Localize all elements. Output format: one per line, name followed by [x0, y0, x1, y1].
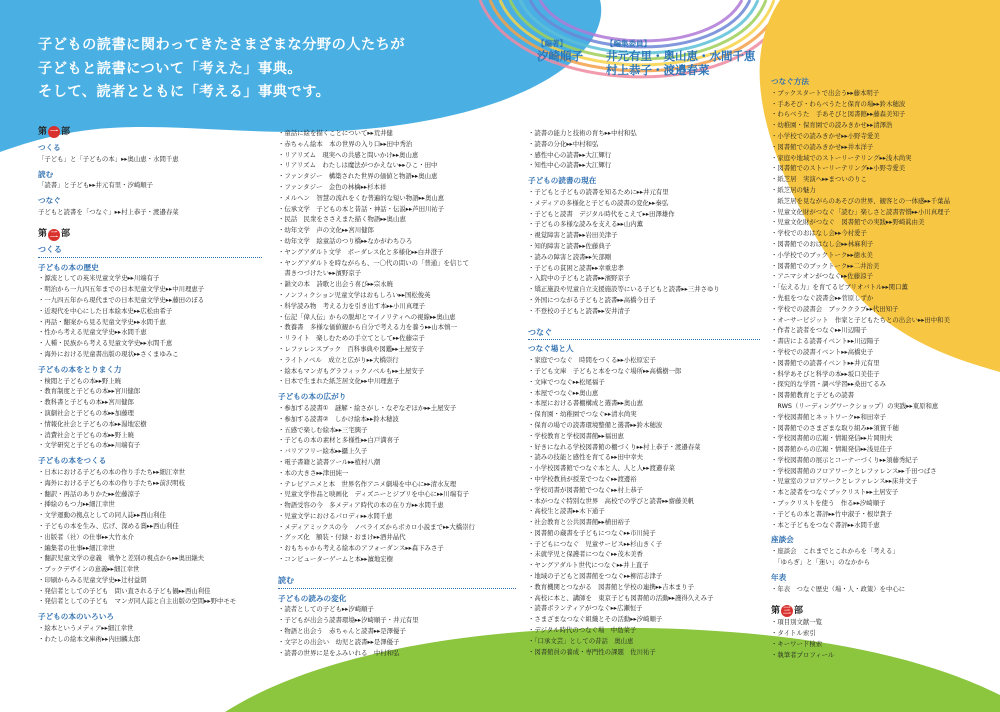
toc-entry: ・近現代を中心にした日本絵本史▸▸広松由希子 [38, 306, 173, 315]
toc-entry: ・ヤングアダルト世代につなぐ▸▸井上直子 [528, 561, 649, 570]
toc-entry: ・読書の分化▸▸中村和弘 [528, 139, 599, 148]
toc-entry: ・童話に絵を描くことについて▸▸荒井健 [278, 129, 393, 137]
toc-entry: ・メルヘン 智慧の流れをくむ普遍的な短い物語▸▸奥山恵 [278, 193, 445, 202]
toc-entry: ・伝記「偉人伝」からの脱却とマイノリティへの視線▸▸奥山恵 [278, 312, 456, 321]
toc-entry: ・図書館でのブックトーク▸▸二井治美 [771, 261, 880, 270]
toc-entry: ・社会教育と公共図書館▸▸横田裕子 [528, 518, 631, 527]
toc-entry: ・学校図書館とネットワーク▸▸和田幸子 [771, 412, 887, 421]
intro-line: 子どもの読書に関わってきたさまざまな分野の人たちが [38, 37, 406, 53]
toc-entry: ・キーワード検索 [771, 640, 823, 649]
toc-entry: ・保育の場での読書環境整備と選書▸▸鈴木穂波 [528, 420, 663, 429]
toc-entry: ・一九四五年から現代までの日本児童文学史▸▸藤田のぼる [38, 295, 205, 304]
toc-entry: ・検閲と子どもの本▸▸野上暁 [38, 376, 122, 385]
toc-entry: ・教育機関とつながる 図書館と学校の連携▸▸吉本まり子 [528, 582, 695, 591]
toc-entry: ・海外における児童書出版の現状▸▸さくまゆみこ [38, 349, 179, 358]
toc-entry: ・入院中の子どもと読書▸▸濱野京子 [528, 274, 631, 283]
editors-tag: 【編集委員】 [606, 39, 651, 48]
toc-column-2 [278, 128, 516, 658]
toc-entry: ・児童文化財がつなぐ 図書館での実践▸▸野崎眞由美 [771, 218, 925, 227]
toc-entry: ・民話 民衆をささえまた描く物語▸▸奥山恵 [278, 215, 406, 224]
toc-entry: ・ブックリストを使う 作る▸▸汐崎順子 [771, 499, 886, 508]
toc-entry: ・手あそび・わらべうたと保育の場▸▸鈴木穂波 [771, 99, 906, 108]
part-prefix: 第 [771, 606, 781, 617]
toc-entry: ・知性中心の読書▸▸大江輝行 [528, 161, 612, 170]
toc-entry: ・発信者としての子ども マンガ同人誌と自主出版の空間▸▸野中モモ [38, 597, 237, 606]
toc-entry: ・地域の子どもと図書館をつなぐ▸▸柳沼志津子 [528, 572, 663, 581]
supervisor-block [537, 38, 583, 63]
toc-column-4 [771, 72, 993, 661]
toc-entry: ・海外における子どもの本の作り手たち▸▸前沢明枝 [38, 478, 186, 487]
toc-entry: ・知的障害と読書▸▸佐藤典子 [528, 241, 612, 250]
toc-entry: ・翻訳児童文学の意義 戦争と差別の視点から▸▸奥田継夫 [38, 554, 205, 563]
subsection-heading: つなぐ場と人 [528, 344, 574, 354]
toc-entry: 紙芝居を見ながらのあそびの世界、観客との一体感▸▸千葉晶 [771, 196, 950, 205]
supervisor-tag: 【編著】 [537, 39, 567, 48]
toc-entry: ・年表 つなぐ歴史（場・人・政策）を中心に [771, 584, 906, 593]
toc-entry: ・性から考える児童文学史▸▸水間千恵 [38, 328, 147, 337]
toc-entry: 「ゆらぎ」と「迷い」のなかから [771, 558, 871, 567]
toc-entry: ・翻訳・再話のありかた▸▸佐藤涼子 [38, 489, 141, 498]
subsection-heading: 座談会 [771, 535, 794, 545]
part-number-badge: 二 [50, 229, 59, 239]
toc-entry: ・好きになれる学校図書館の棚づくり▸▸村上恭子・渡邉春菜 [528, 442, 701, 451]
toc-entry: ・高校に本と、講師を 東京子ども図書館の活動▸▸護得久えみ子 [528, 593, 714, 602]
toc-entry: ・ヤングアダルトを時ながらも、一〇代の問いの「普通」を信じて [278, 258, 470, 267]
subsection-heading: 子どもの読書の現在 [528, 176, 597, 186]
toc-entry: ・読みの技能と感性を育てる▸▸田中幸夫 [528, 453, 644, 462]
toc-entry: ・保育園・幼稚園でつなぐ▸▸清水尚実 [528, 410, 637, 419]
toc-entry: ・文庫でつなぐ▸▸松尾福子 [528, 377, 605, 386]
toc-entry: ・明治から一九四五年までの日本児童文学史▸▸中川理恵子 [38, 285, 205, 294]
part-heading [38, 229, 262, 241]
subsection-heading: 子どもの本の広がり [278, 392, 347, 402]
toc-entry: ・消費社会と子どもの本▸▸野上暁 [38, 430, 134, 439]
toc-entry: ・リアリズム 現実への共感と問いかけ▸▸奥山恵 [278, 150, 419, 159]
toc-entry: ・高校生と読書▸▸木下通子 [528, 507, 605, 516]
toc-entry: ・紙芝居 実演へ▸▸まついのりこ [771, 175, 867, 184]
toc-entry: ・家庭や地域でのストーリーテリング▸▸浅木尚実 [771, 153, 912, 162]
toc-entry: ・源流としての英米児童文学史▸▸川端有子 [38, 274, 160, 283]
toc-entry: ・児童文学におけるパロディ▸▸水間千恵 [278, 511, 393, 520]
toc-entry: ・本がつなぐ特別な世界 高校での学びと読書▸▸齋藤美帆 [528, 496, 695, 505]
toc-entry: ・科学あそびと科学の本▸▸坂口美佳子 [771, 369, 880, 378]
toc-entry: ・アニマシオンがつなぐ▸▸佐藤涼子 [771, 272, 873, 281]
toc-entry: ・日本で生まれた紙芝居文化▸▸中川理恵子 [278, 377, 400, 386]
toc-entry: 書きつづけたい▸▸濱野京子 [278, 269, 362, 278]
toc-entry: ・挿絵のもつ力▸▸細江幸世 [38, 500, 115, 509]
toc-entry: ・参加する読書② しかけ絵本▸▸鈴木穂波 [278, 414, 399, 423]
toc-entry: ・バリアフリー絵本▸▸攝上久子 [278, 447, 368, 456]
toc-entry: ・図書館での読みきかせ▸▸井本洋子 [771, 142, 874, 151]
subsection-heading: 子どもの本をとりまく力 [38, 364, 122, 374]
toc-entry: ・子どもにつなぐ 児童サービス▸▸杉山きく子 [528, 539, 663, 548]
toc-entry: ・人種・民族から考える児童文学史▸▸水間千恵 [38, 339, 173, 348]
toc-entry: ・発信者としての子ども 問い直される子ども観▸▸西山利佳 [38, 586, 211, 595]
toc-entry: ・家庭でつなぐ 時間をつくる▸▸小松原宏子 [528, 356, 656, 365]
part-label: 部 [794, 606, 804, 617]
toc-entry: ・リライト 楽しむための手立てとして▸▸佐藤宗子 [278, 334, 425, 343]
subsection-heading: 年表 [771, 572, 787, 582]
toc-entry: RWS（リーディングワークショップ）の実践▸▸東原和恵 [771, 401, 939, 410]
toc-entry: ・おもちゃから考える絵本のアフォーダンス▸▸森下みさ子 [278, 544, 444, 553]
toc-entry: ・探究的な学習・調べ学習▸▸桑田てるみ [771, 380, 887, 389]
section-heading: つくる [38, 245, 262, 258]
toc-entry: ・子どもと子どもの読書を知るために▸▸井元有里 [528, 187, 669, 196]
toc-entry: ・教科書と子どもの本▸▸宮川健郎 [38, 398, 134, 407]
toc-entry: ・編集者の仕事▸▸細江幸世 [38, 543, 115, 552]
toc-entry: ・さまざまなつなぐ組織とその活動▸▸汐崎順子 [528, 615, 663, 624]
spacer [278, 565, 516, 572]
toc-entry: ・図書館の蔵書を子どもにつなぐ▸▸市川純子 [528, 528, 656, 537]
toc-entry: ・ライトノベル 成立と広がり▸▸大橋崇行 [278, 355, 399, 364]
toc-entry: ・小学校での読みきかせ▸▸小野寺愛美 [771, 131, 880, 140]
supervisor-name: 汐崎順子 [537, 49, 583, 63]
part-prefix: 第 [38, 126, 48, 137]
toc-entry: ・学校図書館のフロアワークとレファレンス▸▸千田つばさ [771, 466, 937, 475]
toc-entry: ・教養書 多様な価値観から自分で考える力を養う▸▸山本慎一 [278, 323, 457, 332]
toc-entry: ・ヤングアダルト文学 ボーダレス化と多様化▸▸白井澄子 [278, 247, 444, 256]
toc-entry: ・学校司書が図書館でつなぐ▸▸村上恭子 [528, 485, 644, 494]
toc-entry: ・絵本というメディア▸▸細江幸世 [38, 624, 134, 633]
part-prefix: 第 [38, 229, 48, 240]
toc-entry: ・オーサービジット 作家と子どもたちとの出会い▸▸田中和美 [771, 315, 950, 324]
toc-entry: ・電子書籍と読書ツール▸▸植村八潮 [278, 457, 381, 466]
toc-entry: ・グッズ化 額装・付録・おまけ▸▸酒井晶代 [278, 533, 406, 542]
toc-entry: ・文学研究と子どもの本▸▸川端有子 [38, 441, 141, 450]
toc-entry: ・児童文学作品と映画化 ディズニーとジブリを中心に▸▸川端有子 [278, 490, 469, 499]
toc-entry: ・児童文化財がつなぐ「読む」楽しさと読書習慣▸▸小川真理子 [771, 207, 950, 216]
toc-entry: ・学校での読書会 ブッククラブ▸▸代田知子 [771, 304, 899, 313]
toc-entry: ・本屋における書棚構成と選書▸▸奥山恵 [528, 399, 644, 408]
toc-entry: ・韻文の本 詩歌と出会う喜び▸▸宗永暁 [278, 280, 394, 289]
subsection-heading: つくる [38, 143, 61, 152]
toc-entry: 「読書」と子ども▸▸井元有里・汐崎順子 [38, 181, 154, 190]
toc-entry: ・わらべうた 手あそびと図書館▸▸藤森美知子 [771, 110, 906, 119]
toc-entry: ・情報化社会と子どもの本▸▸湯地宏樹 [38, 419, 147, 428]
toc-entry: ・子どもの貧困と読書▸▸幸重忠孝 [528, 263, 624, 272]
toc-entry: ・参加する読書① 謎解・絵さがし・なぞなぞほか▸▸土屋安子 [278, 403, 457, 412]
toc-entry: ・再話・翻案から見る児童文学史▸▸水間千恵 [38, 317, 166, 326]
toc-column-1 [38, 122, 262, 645]
part-heading [38, 126, 262, 138]
toc-entry: ・デジタル時代のつなぐ場 中島菜子 [528, 626, 637, 635]
spacer [771, 594, 993, 601]
toc-entry: ・外国につながる子どもと読書▸▸高橋今日子 [528, 295, 656, 304]
toc-entry: ・不登校の子どもと読書▸▸安井清子 [528, 306, 631, 315]
toc-entry: ・五感で楽しむ絵本▸▸三宅興子 [278, 425, 368, 434]
toc-entry: ・絵本もマンガもグラフィックノベルも▸▸土屋安子 [278, 366, 425, 375]
intro-text [38, 34, 468, 105]
toc-entry: ・中学校教員が授業でつなぐ▸▸渡邊裕 [528, 474, 637, 483]
intro-line: 子どもと読書について「考えた」事典。 [38, 60, 303, 77]
toc-entry: ・テレビアニメと本 世界名作アニメ劇場を中心に▸▸清水友理 [278, 479, 457, 488]
toc-entry: ・小学校でのブックトーク▸▸徳永美 [771, 250, 873, 259]
toc-entry: ・科学読み物 考える力を引き出す本▸▸小川真理子 [278, 301, 426, 310]
toc-entry: ・学校図書館の広報・情報発信▸▸片岡則夫 [771, 434, 893, 443]
toc-entry: ・メディアの多様化と子どもの読書の変化▸▸秦弘 [528, 198, 669, 207]
toc-entry: ・子どもの多様な読みを支える▸▸山内薫 [528, 220, 644, 229]
toc-entry: ・幼年文学 声の文化▸▸宮川健郎 [278, 226, 374, 235]
spacer [528, 317, 760, 324]
toc-entry: ・ノンフィクション児童文学はおもしろい▸▸国松俊英 [278, 290, 431, 299]
toc-entry: 子どもと読書を「つなぐ」▸▸村上恭子・渡邉春菜 [38, 207, 179, 216]
toc-entry: ・子どもと読書 デジタル時代をこえて▸▸田澤雄作 [528, 209, 675, 218]
intro-line: そして、読者とともに「考える」事典です。 [38, 84, 331, 100]
toc-entry: ・日本における子どもの本の作り手たち▸▸細江幸世 [38, 467, 186, 476]
toc-entry: ・本と子どもをつなぐ書評▸▸水間千恵 [771, 520, 880, 529]
part-number-badge: 三 [783, 606, 792, 616]
spacer [38, 218, 262, 225]
toc-entry: ・コンピューターゲームと本▸▸濵地宏樹 [278, 555, 394, 564]
toc-entry: ・感性中心の読書▸▸大江輝行 [528, 150, 612, 159]
subsection-heading: 子どもの本の歴史 [38, 262, 99, 272]
part-heading [771, 605, 993, 617]
toc-entry: ・ファンタジー 構築された世界の価値と物語▸▸奥山恵 [278, 172, 438, 181]
toc-entry: ・ファンタジー 金色の林檎▸▸杉本祥 [278, 182, 387, 191]
part-number-badge: 一 [50, 127, 59, 136]
subsection-heading: つなぐ方法 [771, 77, 809, 86]
toc-entry: ・幼稚園・保育園での読みきかせ▸▸清澤浩 [771, 121, 893, 130]
toc-entry: ・読者としての子ども▸▸汐崎順子 [278, 605, 374, 614]
part-label: 部 [61, 126, 71, 137]
toc-entry: ・矯正施設や児童自立支援施設等にいる子どもと読書▸▸三井さゆり [528, 285, 720, 294]
section-heading: 読む [278, 576, 516, 589]
toc-entry: ・レファレンスブック 百科事典や図鑑▸▸土屋安子 [278, 344, 425, 353]
toc-entry: ・教育制度と子どもの本▸▸宮川健郎 [38, 387, 141, 396]
toc-entry: ・「伝える力」を育てるビブリオバトル▸▸関口薫 [771, 283, 908, 292]
toc-entry: ・本の大きさ▸▸津田純一 [278, 468, 349, 477]
editors-line: 村上恭子・渡邉春菜 [606, 63, 710, 77]
toc-entry: ・出版者（社）の仕事▸▸大竹永介 [38, 532, 134, 541]
toc-column-3 [528, 128, 760, 657]
toc-entry: ・物語受容の今 多メディア時代の本の在り方▸▸水間千恵 [278, 501, 444, 510]
toc-entry: ・リアリズム わたしは魔法がつかえない▸▸ひこ・田中 [278, 161, 438, 170]
toc-entry: ・赤ちゃん絵本 本の世界の入り口▸▸田中秀治 [278, 139, 413, 148]
toc-entry: ・学校でのおはなし会▸▸今村愛子 [771, 229, 867, 238]
toc-entry: ・学校教育と学校図書館▸▸福田恵 [528, 431, 624, 440]
toc-entry: ・図書館でのストーリーテリング▸▸小野寺愛美 [771, 164, 906, 173]
toc-entry: ・書店による読書イベント▸▸川辺陽子 [771, 337, 880, 346]
toc-entry: ・項目別文献一覧 [771, 618, 823, 627]
subsection-heading: つなぐ [38, 196, 61, 206]
toc-entry: ・図書館からの広報・情報発信▸▸浅見佳子 [771, 445, 893, 454]
toc-entry: ・紙芝居の魅力 [771, 185, 816, 194]
toc-entry: ・子どもが出会う読書環境▸▸汐崎順子・井元有里 [278, 616, 419, 625]
toc-entry: ・印刷からみる児童文学史▸▸辻村益朗 [38, 575, 147, 584]
section-heading: つなぐ [528, 328, 760, 341]
toc-entry: ・わたしの絵本文庫術▸▸内田麟太郎 [38, 634, 141, 643]
subsection-heading: 子どもの本のいろいろ [38, 612, 114, 622]
editors-line: 井元有里・奥山恵・水間千恵 [606, 49, 756, 63]
toc-entry: ・幼年文学 絵童話のつり橋▸▸なかがわちひろ [278, 236, 413, 245]
toc-entry: ・ブックデザインの意義▸▸細江幸世 [38, 565, 140, 574]
toc-entry: ・文学運動の拠点としての同人誌▸▸西山利佳 [38, 511, 166, 520]
toc-entry: ・読みの障害と読書▸▸矢部剛 [528, 252, 612, 261]
toc-entry: ・作者と読者をつなぐ▸▸川辺陽子 [771, 326, 867, 335]
toc-entry: ・タイトル索引 [771, 629, 816, 638]
toc-entry: ・図書館でのさまざまな取り組み▸▸須賀千穂 [771, 423, 899, 432]
toc-entry: ・視覚障害と読書▸▸岩田美津子 [528, 231, 618, 240]
toc-entry: ・演劇社会と子どもの本▸▸加藤理 [38, 408, 134, 417]
toc-entry: ・読書ボランティアがつなぐ▸▸広瀬恒子 [528, 604, 643, 613]
toc-entry: ・児童室のフロアワークとレファレンス▸▸床井文子 [771, 477, 918, 486]
toc-entry: ・図書館での読書イベント▸▸井元有里 [771, 358, 880, 367]
subsection-heading: 子どもの本をつくる [38, 456, 107, 466]
toc-entry: ・本と読者をつなぐブックリスト▸▸土居安子 [771, 488, 899, 497]
toc-entry: ・子どもの本の素材と多様性▸▸白戸満喜子 [278, 436, 400, 445]
toc-entry: ・物語と出会う 赤ちゃんと読書▸▸是澤優子 [278, 627, 406, 636]
toc-entry: ・子どもの本と書評▸▸竹中淑子・根岸貴子 [771, 509, 893, 518]
toc-entry: ・「口承文芸」としての昔話 奥山恵 [528, 636, 634, 645]
toc-entry: ・子どもの本を生み、広げ、深める賞▸▸西山利佳 [38, 521, 179, 530]
toc-entry: 「子ども」と「子どもの本」▸▸奥山恵・水間千恵 [38, 154, 179, 163]
part-label: 部 [61, 229, 71, 240]
toc-entry: ・学校図書館の展示とコーナーづくり▸▸須藤秀紀子 [771, 455, 919, 464]
subsection-heading: 子どもの読みの変化 [278, 593, 347, 603]
toc-entry: ・図書館員の養成・専門性の課題 佐川祐子 [528, 647, 656, 656]
toc-entry: ・小学校図書館でつなぐ本と人、人と人▸▸渡邉春菜 [528, 464, 676, 473]
toc-entry: ・図書館でのおはなし会▸▸林麻利子 [771, 239, 874, 248]
toc-entry: ・ブックスタートで出会う▸▸藤本明子 [771, 88, 880, 97]
editors-block [606, 38, 756, 77]
toc-entry: ・座談会 これまでとこれからを「考える」 [771, 547, 899, 556]
toc-entry: ・メディアミックスの今 ノベライズからボカロ小説まで▸▸大橋崇行 [278, 522, 475, 531]
toc-entry: ・未就学児と保護者につなぐ▸▸茂木美香 [528, 550, 643, 559]
toc-entry: ・伝承文学 子どもの本と昔話・神話・伝説▸▸芦田川祐子 [278, 204, 445, 213]
toc-entry: ・読書の世界に足をふみいれる 中村和弘 [278, 648, 400, 657]
toc-entry: ・文字との出会い 幼児と読書▸▸是澤優子 [278, 637, 400, 646]
toc-entry: ・子ども文庫 子どもと本をつなぐ場所▸▸高橋樹一郎 [528, 366, 682, 375]
toc-entry: ・読書の能力と技術の育ち▸▸中村和弘 [528, 129, 637, 137]
toc-entry: ・先祖をつなぐ読書会▸▸菅原しずか [771, 293, 874, 302]
toc-entry: ・執筆者プロフィール [771, 650, 835, 659]
toc-entry: ・本屋でつなぐ▸▸奥山恵 [528, 388, 599, 397]
subsection-heading: 読む [38, 169, 54, 179]
toc-entry: ・学校での読書イベント▸▸高橋史子 [771, 347, 874, 356]
toc-entry: ・図書館教育と子どもの読書 [771, 391, 855, 400]
